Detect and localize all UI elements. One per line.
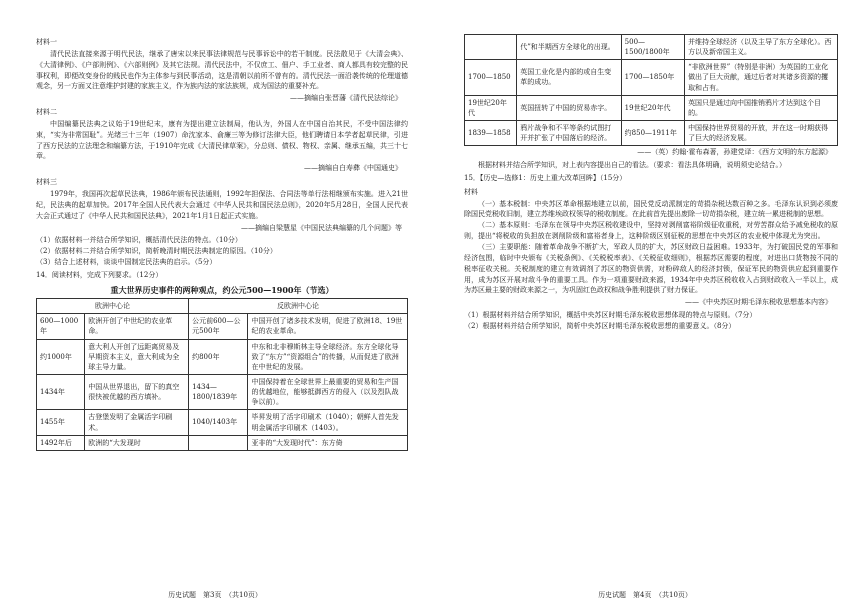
cell-content: 欧洲的“大发现时 xyxy=(85,435,189,450)
header-anti-euro-centric: 反欧洲中心论 xyxy=(189,299,408,314)
cell-date: 19世纪20年代 xyxy=(465,95,517,120)
table-row xyxy=(37,435,408,450)
material-1-source: ——摘编自张晋藩《清代民法综论》 xyxy=(290,94,402,103)
cell-content: 并维持全球经济（以及主导了东方全球化）。西方以及新帝国主义。 xyxy=(685,35,838,60)
cell-date: 约800年 xyxy=(189,339,248,374)
history-views-table-continued xyxy=(464,34,838,146)
cell-content: 毕昇发明了活字印刷术（1040）；朝鲜人首先发明金属活字印刷术（1403）。 xyxy=(248,410,408,435)
material-source: ——《中央苏区时期毛泽东税收思想基本内容》 xyxy=(685,298,832,307)
table-header-row xyxy=(37,299,408,314)
cell-date: 1492年后 xyxy=(37,435,85,450)
cell-content: 中国开创了诸多技术发明，促进了欧洲18、19世纪的农业革命。 xyxy=(248,314,408,339)
material-3-source: ——摘编自梁慧星《中国民法典编纂的几个问题》等 xyxy=(241,223,402,232)
material-paragraph-1: （一）基本税制：中央苏区革命根据地建立以前，国民党反动派制定的苛捐杂税达数百种之多。毛泽东认识到必须废除国民党税收旧制，建立苏维埃政权领导的税收制度。在此前首先提出废除一切苛捐杂税，建立统一累进税制的思想。 xyxy=(464,199,838,219)
page-footer: 历史试题 第3页 （共10页） xyxy=(168,591,262,600)
cell-date xyxy=(465,35,517,60)
cell-content: 鸦片战争和不平等条约试图打开并扩张了中国落后的经济。 xyxy=(517,120,621,145)
material-2-text: 中国编纂民法典之议始于19世纪末，康有为提出建立法制局，他认为，外国人在中国自治其民，不受中国法律约束，“实为非常国耻”。光绪三十三年（1907）命沈家本、俞廉三等为修订法律大臣，他们聘请日本学者起草民律，引进了西方民法的立法理念和编纂方法，于1910年完成《大清民律草案》，分总则、债权、物权、亲属、继承五编，共三十七章。 xyxy=(36,119,408,161)
cell-date: 600—1000年 xyxy=(37,314,85,339)
table-source: ——（英）约翰·霍布森著，孙建党译：《西方文明的东方起源》 xyxy=(637,148,832,157)
right-page xyxy=(430,0,860,607)
cell-content: 欧洲开创了中世纪的农业革命。 xyxy=(85,314,189,339)
question-14-title: 14．阅读材料，完成下列要求。（12分） xyxy=(36,270,163,279)
cell-content: 古登堡发明了金属活字印刷术。 xyxy=(85,410,189,435)
cell-date: 约850—1911年 xyxy=(621,120,684,145)
table-row xyxy=(37,339,408,374)
cell-date: 1434年 xyxy=(37,374,85,409)
question-15-2: （2）根据材料并结合所学知识，简析中央苏区时期毛泽东税收思想的重要意义。（8分） xyxy=(464,321,736,330)
cell-content: 中国保持着在全球世界上最重要的贸易和生产国的优越地位，能够抵御西方的侵入（以及烈队战争以前）。 xyxy=(248,374,408,409)
material-3-label: 材料三 xyxy=(36,178,57,187)
cell-date: 1700—1850年 xyxy=(621,60,684,95)
table-row xyxy=(37,410,408,435)
cell-content: 意大利人开创了远距离贸易及早期资本主义，意大利成为全球主导力量。 xyxy=(85,339,189,374)
cell-date: 约1000年 xyxy=(37,339,85,374)
cell-content: 中东和北非穆斯林主导全球经济。东方全球化导致了“东方”“资源组合”的传播，从而促进了欧洲在中世纪的发展。 xyxy=(248,339,408,374)
cell-date: 1839—1858 xyxy=(465,120,517,145)
material-paragraph-2: （二）基本原则：毛泽东在领导中央苏区税收建设中，坚持对剥削富裕阶级征收重税，对劳苦群众给予减免税收的原则，提出“将税收的负担放在剥削阶级和富裕者身上，这种阶级区别征税的思想在中央苏区的农业税中体现尤为突出。 xyxy=(464,221,838,241)
cell-date xyxy=(189,435,248,450)
cell-date: 500—1500/1800年 xyxy=(621,35,684,60)
question-13-2: （2）依据材料二并结合所学知识，简析晚清时期民法典制定的原因。（10分） xyxy=(36,247,277,256)
cell-content: 中国从世界退出，留下的真空很快被优越的西方填补。 xyxy=(85,374,189,409)
cell-content: 中国保持世界贸易的开放，并在这一时期获得了巨大的经济发展。 xyxy=(685,120,838,145)
page-footer: 历史试题 第4页 （共10页） xyxy=(598,591,692,600)
cell-content: 代”和半期西方全球化的出现。 xyxy=(517,35,621,60)
cell-date: 19世纪20年代 xyxy=(621,95,684,120)
header-euro-centric: 欧洲中心论 xyxy=(37,299,189,314)
material-1-label: 材料一 xyxy=(36,38,57,46)
table-row xyxy=(465,120,838,145)
material-1-text: 清代民法直接来源于明代民法，继承了唐宋以来民事法律规范与民事诉讼中的若干制度。民法散见于《大清会典》、《大清律例》、《户部则例》、《六部则例》及其它法规。清代民法中，不仅庶工、佃户、手工业者、商人都具有较完整的民事权利，即便改变身份的贱民也作为主体参与到民事活动，这是清朝以前所不曾有的。清代民法一面沿袭传统的伦理道德观念，另一方面又注意维护封建的家族主义，作为族内法的家法族规，成为国法的重要补充。 xyxy=(36,49,408,91)
material-3-text: 1979年，我国再次起草民法典，1986年颁布民法通则，1992年担保法、合同法等单行法相继颁布实施。进入21世纪，民法典的起草加快。2017年全国人民代表大会通过《中华人民共和国民法总则》，2020年5月28日，全国人民代表大会正式通过了《中华人民共和国民法典》，2021年1月1日起正式实施。 xyxy=(36,189,408,220)
table-title: 重大世界历史事件的两种观点，约公元500—1900年（节选） xyxy=(110,284,334,295)
table-row xyxy=(465,60,838,95)
cell-date: 1455年 xyxy=(37,410,85,435)
table-row xyxy=(465,95,838,120)
question-15-title: 15．【历史—选修1：历史上重大改革回眸】（15分） xyxy=(464,173,627,182)
history-views-table xyxy=(36,298,408,451)
cell-content: 亚非的“大发现时代”：东方倚 xyxy=(248,435,408,450)
cell-date: 1700—1850 xyxy=(465,60,517,95)
question-15-1: （1）根据材料并结合所学知识，概括中央苏区时期毛泽东税收思想体现的特点与原则。（7分） xyxy=(464,311,757,320)
question-13-3: （3）结合上述材料，谈谈中国制定民法典的启示。（5分） xyxy=(36,258,217,267)
question-13-1: （1）依据材料一并结合所学知识，概括清代民法的特点。（10分） xyxy=(36,236,242,245)
material-2-source: ——摘编自白寿彝《中国通史》 xyxy=(304,164,402,173)
question-14-requirement: 根据材料并结合所学知识，对上表内容提出自己的看法。（要求：看法具体明确，说明须史论结合。） xyxy=(478,161,786,170)
material-label: 材料 xyxy=(464,187,478,196)
table-row xyxy=(465,35,838,60)
cell-content: 英国只是通过向中国推销鸦片才达到这个目的。 xyxy=(685,95,838,120)
cell-date: 1434—1800/1839年 xyxy=(189,374,248,409)
cell-date: 1040/1403年 xyxy=(189,410,248,435)
table-row xyxy=(37,314,408,339)
table-row xyxy=(37,374,408,409)
material-paragraph-3: （三）主要职能：随着革命战争不断扩大，军政人员的扩大，苏区财政日益困难。1933年，为打破国民党的军事和经济包围，临时中央颁布《关税条例》、《关税税率表》、《关税征收细则》，根据苏区需要的程度，对进出口货物按不同的税率征收关税。关税制度的建立有效调剂了苏区的物资供需，对粉碎敌人的经济封锁，保证军民的物资供应起到重要作用，成为苏区开展对敌斗争的重要工具。作为一项重要财政来源，1934年中央苏区税收收入占到财政收入一半以上，成为苏区最主要的财政来源之一，为巩固红色政权和战争胜利提供了财力保证。 xyxy=(464,243,838,295)
material-2-label: 材料二 xyxy=(36,108,57,117)
cell-content: “非欧洲世界”（特别是非洲）为英国的工业化做出了巨大贡献，通过后者对其诸多资源的攫取和占有。 xyxy=(685,60,838,95)
cell-content: 英国工业化是内部的或自生变革的成功。 xyxy=(517,60,621,95)
cell-content: 英国扭转了中国的贸易赤字。 xyxy=(517,95,621,120)
cell-date: 公元前600—公元500年 xyxy=(189,314,248,339)
